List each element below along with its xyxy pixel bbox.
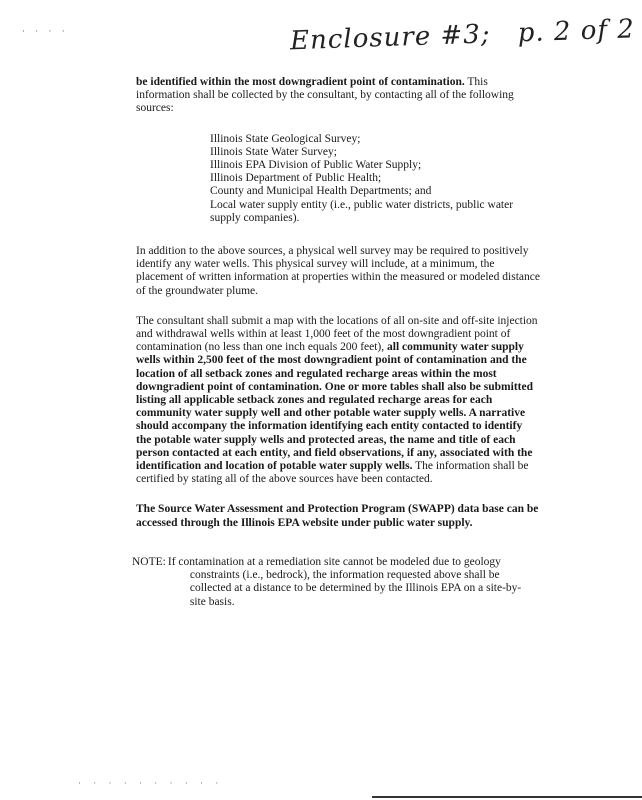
source-list	[210, 133, 540, 225]
handwritten-header	[290, 14, 642, 57]
map-submission-paragraph	[136, 315, 540, 487]
map-part3: The information shall be certified by stating all of the above sources have been contacted.	[136, 460, 529, 486]
source-item: Illinois Department of Public Health;	[210, 172, 382, 185]
source-item: Illinois State Water Survey;	[210, 145, 337, 158]
map-part1: The consultant shall submit a map with the locations of all on-site and off-site injection and withdrawal wells within at least 1,000 feet of the most downgradient point of contamination (no less than one inch equals 200 feet),	[136, 314, 538, 354]
scan-speckle: · · · ·	[22, 26, 69, 36]
intro-normal: This information shall be collected by the consultant, by contacting all of the following sources:	[136, 76, 514, 115]
scan-edge-line	[372, 796, 642, 798]
source-item: Local water supply entity (i.e., public water districts, public water supply companies).	[210, 198, 514, 224]
note-label: NOTE:	[132, 556, 166, 568]
source-item: Illinois EPA Division of Public Water Supply;	[210, 159, 422, 172]
intro-paragraph	[136, 76, 540, 116]
intro-bold: be identified within the most downgradient point of contamination.	[136, 76, 465, 88]
source-item: Illinois State Geological Survey;	[210, 132, 361, 145]
scan-footer-dots: · · · · · · · · · ·	[78, 778, 224, 788]
note-rest: constraints (i.e., bedrock), the information requested above shall be collected at a distance to be determined by the Illinois EPA on a site-by-site basis.	[189, 569, 522, 608]
note-first-line: If contamination at a remediation site cannot be modeled due to geology	[167, 556, 501, 568]
page-reference: p. 2 of 2	[517, 14, 636, 49]
note-block	[132, 556, 532, 609]
well-survey-paragraph: In addition to the above sources, a physical well survey may be required to positively identify any water wells. This physical survey will include, at a minimum, the placement of written information at properties within the measured or modeled distance of the groundwater plume.	[136, 245, 540, 297]
note-text	[166, 556, 532, 609]
enclosure-label: Enclosure #3;	[289, 19, 492, 57]
source-item: County and Municipal Health Departments; and	[210, 185, 432, 198]
body-text	[136, 76, 540, 547]
map-part2-bold: all community water supply wells within 2,500 feet of the most downgradient point of contamination and the location of all setback zones and regulated recharge areas within the most downgradient point of contamination. One or more tables shall also be submitted listing all applicable setback zones and regulated recharge areas for each community water supply well and other potable water supply wells. A narrative should accompany the information identifying each entity contacted to identify the potable water supply wells and protected areas, the name and title of each person contacted at each entity, and field observations, if any, associated with the identification and location of potable water supply wells.	[136, 341, 533, 473]
swapp-paragraph: The Source Water Assessment and Protection Program (SWAPP) data base can be accessed through the Illinois EPA website under public water supply.	[136, 503, 539, 529]
